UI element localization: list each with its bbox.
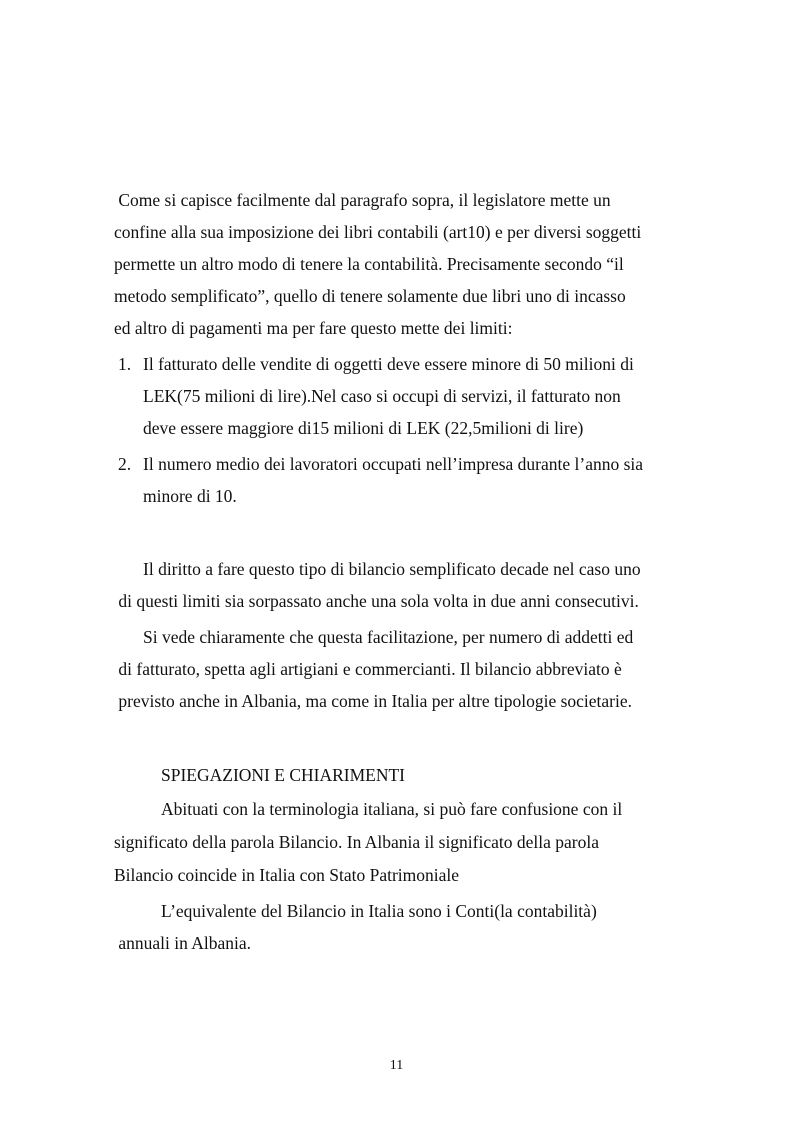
text-line: Si vede chiaramente che questa facilitazione, per numero di addetti ed <box>143 627 634 647</box>
text-line: di fatturato, spetta agli artigiani e commercianti. Il bilancio abbreviato è <box>114 659 622 679</box>
text-line: deve essere maggiore di15 milioni di LEK (22,5milioni di lire) <box>143 418 584 438</box>
text-line: ed altro di pagamenti ma per fare questo mette dei limiti: <box>114 318 513 338</box>
text-line: Il diritto a fare questo tipo di bilancio semplificato decade nel caso uno <box>143 559 641 579</box>
text-line: permette un altro modo di tenere la contabilità. Precisamente secondo “il <box>114 254 624 274</box>
text-line: Il numero medio dei lavoratori occupati nell’impresa durante l’anno sia <box>143 454 644 474</box>
section-heading: SPIEGAZIONI E CHIARIMENTI <box>161 765 406 785</box>
text-line: Abituati con la terminologia italiana, si può fare confusione con il <box>161 799 623 819</box>
text-line: minore di 10. <box>143 486 237 506</box>
text-line: Come si capisce facilmente dal paragrafo sopra, il legislatore mette un <box>114 190 611 210</box>
text-line: metodo semplificato”, quello di tenere solamente due libri uno di incasso <box>114 286 626 306</box>
text-line: Il fatturato delle vendite di oggetti deve essere minore di 50 milioni di <box>143 354 634 374</box>
page-number: 11 <box>389 1058 404 1073</box>
text-line: confine alla sua imposizione dei libri contabili (art10) e per diversi soggetti <box>114 222 642 242</box>
text-line: LEK(75 milioni di lire).Nel caso si occupi di servizi, il fatturato non <box>143 386 621 406</box>
text-line: significato della parola Bilancio. In Albania il significato della parola <box>114 832 599 852</box>
list-item-number: 2. <box>118 454 132 474</box>
list-item-number: 1. <box>118 354 132 374</box>
text-line: L’equivalente del Bilancio in Italia sono i Conti(la contabilità) <box>161 901 597 921</box>
text-line: di questi limiti sia sorpassato anche una sola volta in due anni consecutivi. <box>114 591 639 611</box>
text-line: previsto anche in Albania, ma come in Italia per altre tipologie societarie. <box>114 691 633 711</box>
text-line: Bilancio coincide in Italia con Stato Patrimoniale <box>114 865 460 885</box>
text-line: annuali in Albania. <box>114 933 252 953</box>
